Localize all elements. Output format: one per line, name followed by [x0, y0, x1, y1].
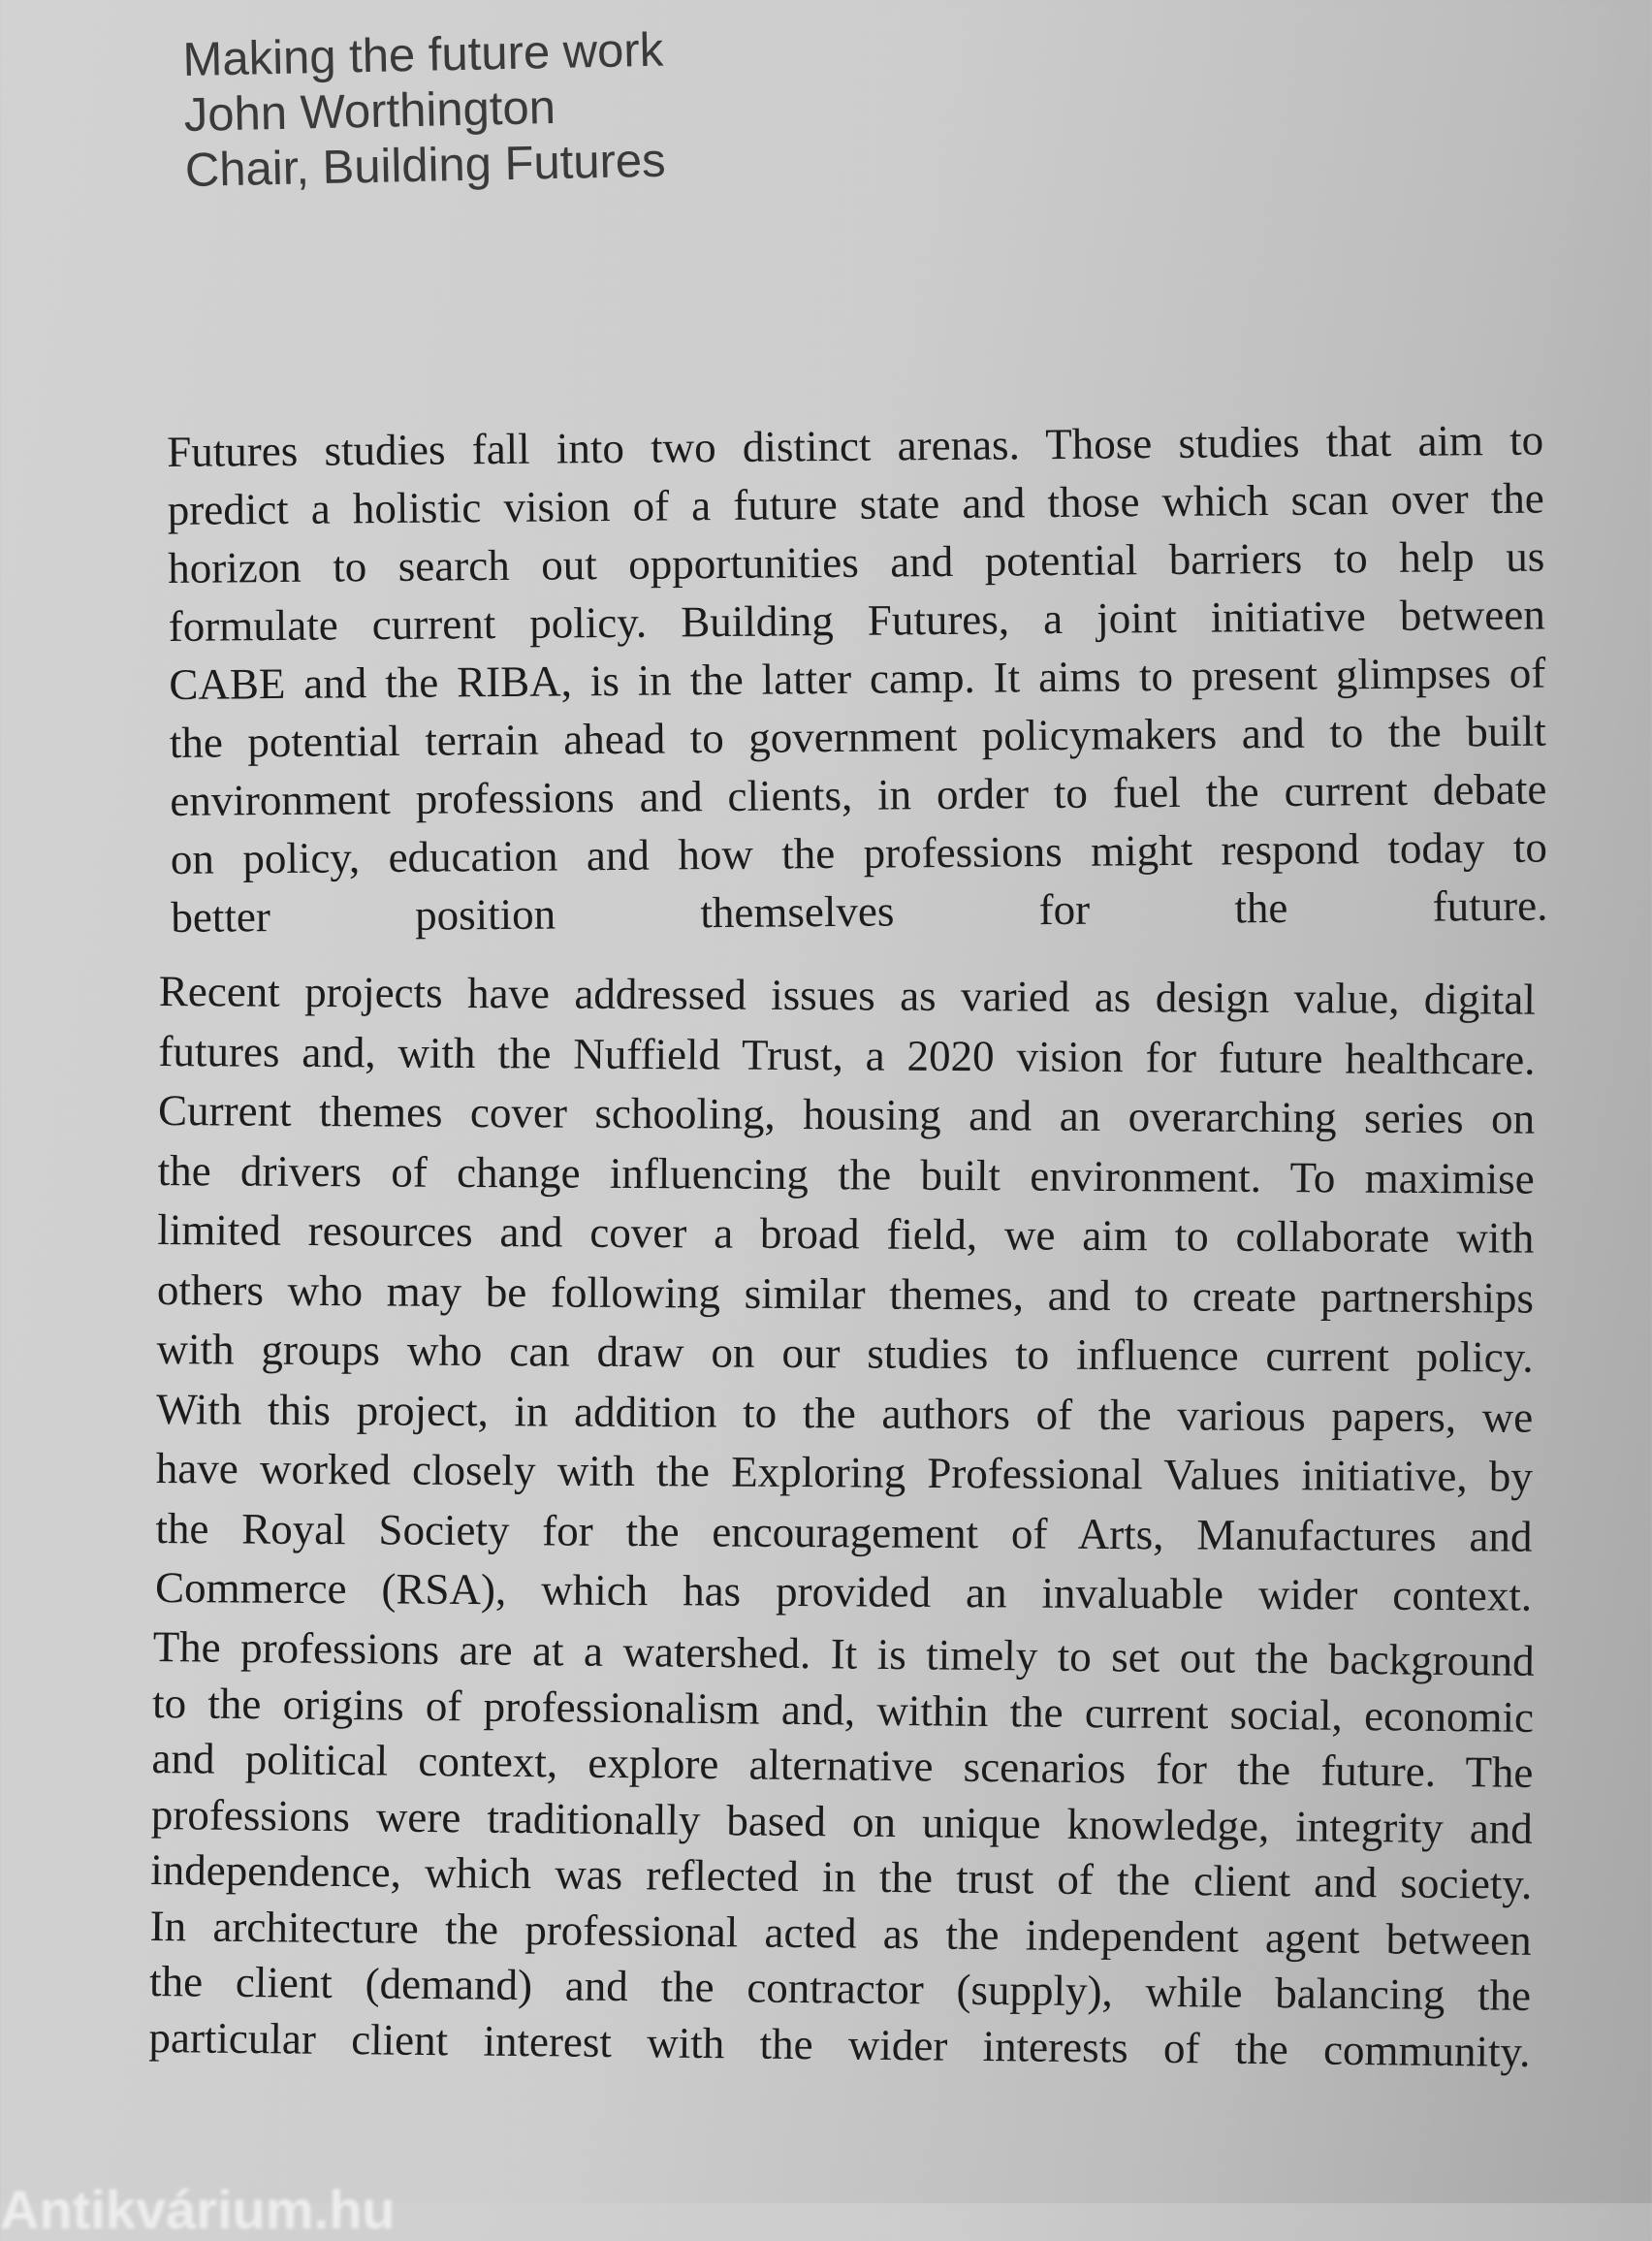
text-line — [155, 1502, 1533, 1561]
text-line-content: professions were traditionally based on unique knowledge, integrity and — [150, 1789, 1534, 1853]
text-line-content: to the origins of professionalism and, within the current social, economic — [151, 1678, 1535, 1742]
text-line-content: the drivers of change influencing the built environment. To maximise — [157, 1145, 1535, 1203]
paragraph-1 — [167, 415, 1548, 950]
watermark: Antikvárium.hu — [0, 2179, 396, 2240]
text-line-content: the Royal Society for the encouragement of Arts, Manufactures and — [155, 1503, 1533, 1561]
paragraph-3 — [148, 1621, 1535, 2082]
text-line — [154, 1562, 1533, 1620]
text-line-content: others who may be following similar themes, and to create partnerships — [156, 1265, 1535, 1323]
text-line-content: The professions are at a watershed. It is timely to set out the background — [152, 1622, 1535, 1685]
author-name: John Worthington — [183, 80, 556, 142]
text-line-content: formulate current policy. Building Futures, a joint initiative between — [168, 590, 1545, 651]
text-line-content: CABE and the RIBA, is in the latter camp. It aims to present glimpses of — [169, 648, 1546, 709]
text-line-content: Recent projects have addressed issues as varied as design value, digital — [158, 967, 1536, 1024]
text-line-content: on policy, education and how the professions might respond today to — [170, 822, 1548, 883]
text-line — [157, 1085, 1536, 1143]
text-line-content: have worked closely with the Exploring Professional Values initiative, by — [155, 1443, 1533, 1501]
text-line-content: Futures studies fall into two distinct arenas. Those studies that aim to — [167, 415, 1544, 476]
text-line — [167, 415, 1544, 476]
text-line — [158, 1025, 1536, 1084]
text-line-content: with groups who can draw on our studies to influence current policy. — [156, 1324, 1534, 1382]
text-line — [157, 1204, 1535, 1263]
text-line — [156, 1383, 1534, 1442]
paragraph-2 — [155, 966, 1536, 1630]
text-line-content: independence, which was reflected in the trust of the client and society. — [150, 1844, 1533, 1908]
text-line-content: the client (demand) and the contractor (supply), while balancing the — [148, 1956, 1532, 2020]
text-line-content: environment professions and clients, in order to fuel the current debate — [170, 764, 1547, 825]
text-line — [156, 1264, 1535, 1323]
text-line-content: futures and, with the Nuffield Trust, a 2020 vision for future healthcare. — [158, 1026, 1536, 1084]
text-line — [155, 1443, 1533, 1501]
text-line-content: predict a holistic vision of a future state and those which scan over the — [167, 473, 1544, 534]
text-line-content: the potential terrain ahead to government policymakers and to the built — [169, 706, 1547, 767]
text-line-content: better position themselves for the future. — [171, 880, 1548, 942]
text-line — [157, 1144, 1535, 1203]
text-line-content: and political context, explore alternative scenarios for the future. The — [151, 1733, 1534, 1797]
text-line — [156, 1324, 1534, 1382]
text-line-content: Current themes cover schooling, housing and an overarching series on — [157, 1085, 1536, 1143]
article-header — [182, 23, 666, 199]
author-role: Chair, Building Futures — [184, 134, 667, 197]
text-line-content: Commerce (RSA), which has provided an invaluable wider context. — [154, 1562, 1533, 1620]
text-line-content: In architecture the professional acted as the independent agent between — [149, 1901, 1532, 1965]
text-line-content: horizon to search out opportunities and potential barriers to help us — [168, 531, 1545, 592]
text-line-content: limited resources and cover a broad field, we aim to collaborate with — [157, 1204, 1535, 1263]
text-line-content: particular client interest with the wider interests of the community. — [148, 2012, 1531, 2076]
article-title: Making the future work — [182, 23, 664, 86]
text-line-content: With this project, in addition to the authors of the various papers, we — [156, 1384, 1534, 1442]
text-line — [158, 966, 1536, 1024]
